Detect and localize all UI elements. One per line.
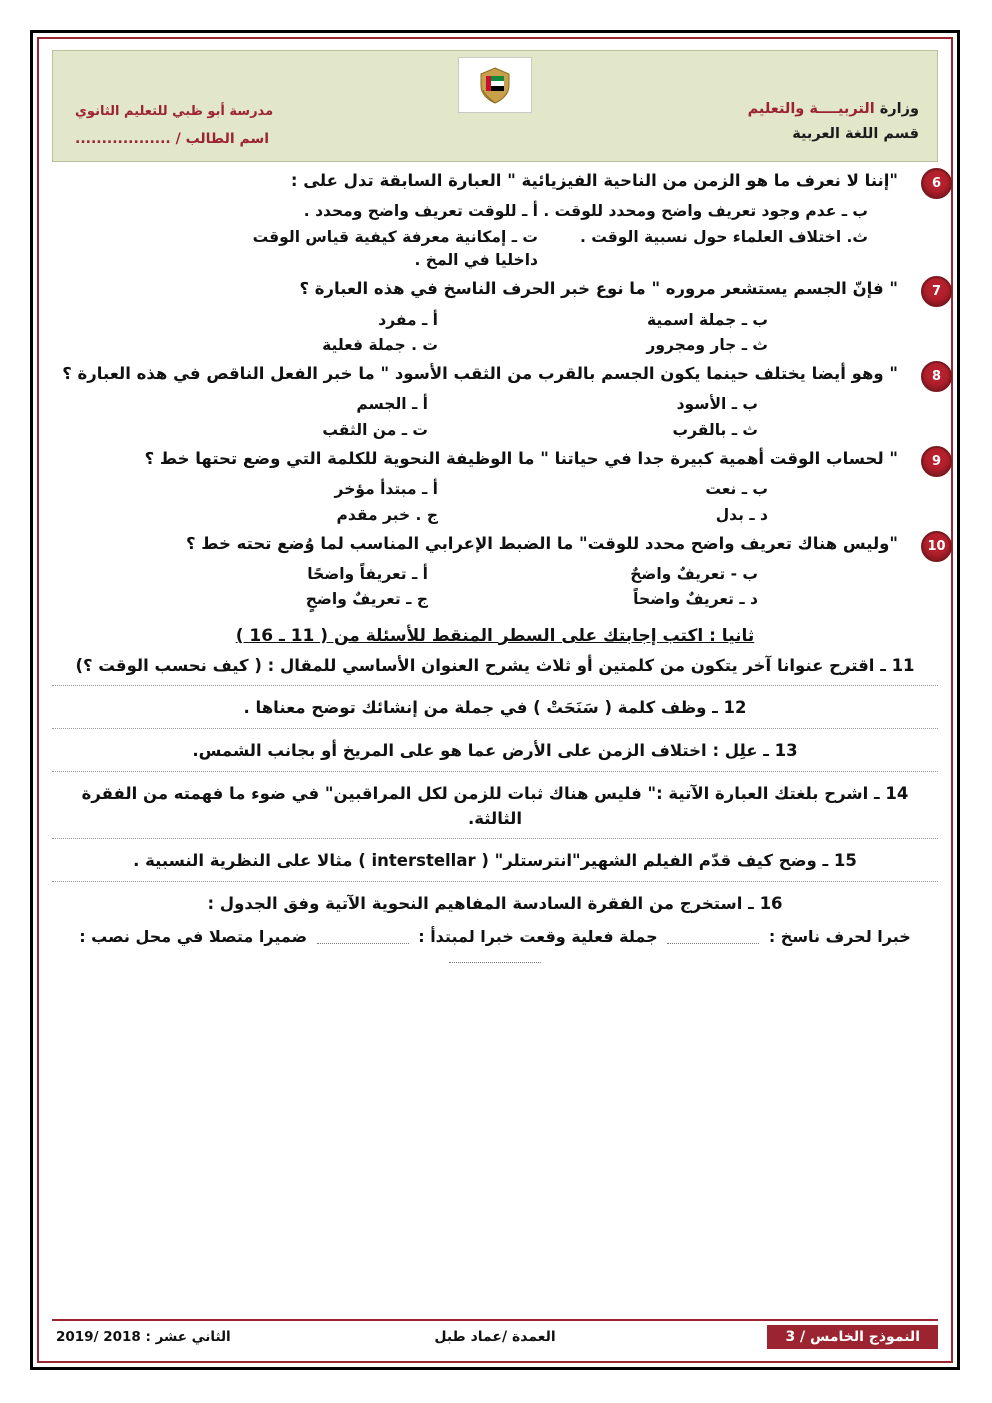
table-cell-3-label: ضميرا متصلا في محل نصب : <box>79 926 308 946</box>
written-question-16: 16 ـ استخرج من الفقرة السادسة المفاهيم النحوية الآتية وفق الجدول : <box>207 894 783 914</box>
option-j[interactable]: ج ـ تعريفٌ واضحٍ <box>305 590 428 609</box>
option-row <box>52 309 938 332</box>
footer-grade-year: الثاني عشر : 2018 /2019 <box>56 1329 231 1345</box>
question-number-badge: 6 <box>921 168 952 199</box>
written-question-14: 14 ـ اشرح بلغتك العبارة الآتية :" فليس هناك ثبات للزمن لكل المراقبين" في ضوء ما فهمته من الفقرة الثالثة. <box>81 783 909 828</box>
option-row <box>52 478 938 501</box>
questions-container <box>52 168 946 965</box>
option-row <box>52 504 938 527</box>
option-a[interactable]: أ ـ الجسم <box>356 395 428 414</box>
page-footer <box>52 1319 938 1355</box>
answer-line[interactable] <box>52 684 938 686</box>
question-text: " لحساب الوقت أهمية كبيرة جدا في حياتنا " ما الوظيفة النحوية للكلمة التي وضع تحتها خط ؟ <box>144 448 898 468</box>
department-name: قسم اللغة العربية <box>792 126 919 143</box>
option-d[interactable]: د ـ تعريفٌ واضحاً <box>633 590 758 609</box>
option-a[interactable]: أ ـ مبتدأ مؤخر <box>334 480 438 499</box>
header-school-block <box>75 99 273 153</box>
table-cell-2-label: جملة فعلية وقعت خبرا لمبتدأ : <box>418 926 658 946</box>
table-cell-2-input[interactable] <box>317 929 409 944</box>
written-question-11: 11 ـ اقترح عنوانا آخر يتكون من كلمتين أو ثلاث يشرح العنوان الأساسي للمقال : ( كيف نحسب الوقت ؟) <box>75 655 915 675</box>
header-ministry-block <box>748 97 919 148</box>
table-cell-1-input[interactable] <box>667 929 759 944</box>
ministry-label: وزارة <box>879 101 919 117</box>
question-9 <box>52 446 942 527</box>
question-number-badge: 10 <box>921 531 952 562</box>
option-th[interactable]: ث ـ جار ومجرور <box>646 335 768 354</box>
written-question-15: 15 ـ وضح كيف قدّم الفيلم الشهير"انترستلر" ( interstellar ) مثالا على النظرية النسبية . <box>133 851 857 871</box>
form-badge: النموذج الخامس / 3 <box>767 1325 938 1349</box>
question-text: " فإنّ الجسم يستشعر مروره " ما نوع خبر الحرف الناسخ في هذه العبارة ؟ <box>299 279 898 299</box>
option-a[interactable]: أ ـ للوقت تعريف واضح ومحدد . <box>303 202 538 221</box>
written-question-12: 12 ـ وظف كلمة ( سَنَحَتْ ) في جملة من إنشائك توضح معناها . <box>243 698 747 718</box>
question-8 <box>52 361 942 442</box>
option-b[interactable]: ب ـ نعت <box>705 480 768 499</box>
option-b[interactable]: ب ـ جملة اسمية <box>646 310 768 329</box>
option-row <box>52 588 938 611</box>
option-a[interactable]: أ ـ مفرد <box>378 310 438 329</box>
option-th[interactable]: ث ـ بالقرب <box>672 420 758 439</box>
question-number-badge: 7 <box>921 276 952 307</box>
option-b[interactable]: ب - تعريفٌ واضحٌ <box>630 565 758 584</box>
question-text: "إننا لا نعرف ما هو الزمن من الناحية الفيزيائية " العبارة السابقة تدل على : <box>290 171 898 190</box>
option-th[interactable]: ث. اختلاف العلماء حول نسبية الوقت . <box>579 227 868 246</box>
option-d[interactable]: د ـ بدل <box>715 505 768 524</box>
answer-line[interactable] <box>52 770 938 772</box>
option-row <box>52 419 938 442</box>
answer-table-row <box>52 927 938 965</box>
question-6 <box>52 168 942 272</box>
question-text: " وهو أيضا يختلف حينما يكون الجسم بالقرب من الثقب الأسود " ما خبر الفعل الناقص في هذه العبارة ؟ <box>62 364 898 384</box>
answer-line[interactable] <box>52 727 938 729</box>
option-row <box>52 563 938 586</box>
option-row <box>52 393 938 416</box>
option-t[interactable]: ت ـ إمكانية معرفة كيفية قياس الوقت داخليا في المخ . <box>252 227 538 269</box>
question-7 <box>52 276 942 357</box>
student-name-field[interactable]: اسم الطالب / .................. <box>75 131 270 147</box>
option-t[interactable]: ت ـ من الثقب <box>322 420 428 439</box>
question-number-badge: 8 <box>921 361 952 392</box>
option-row <box>52 226 938 273</box>
question-number-badge: 9 <box>921 446 952 477</box>
option-t[interactable]: ت . جملة فعلية <box>322 335 438 354</box>
written-question-13: 13 ـ علِل : اختلاف الزمن على الأرض عما هو على المريخ أو بجانب الشمس. <box>192 741 798 761</box>
option-b[interactable]: ب ـ الأسود <box>676 395 758 414</box>
question-10 <box>52 531 946 612</box>
option-row <box>52 334 938 357</box>
section-two-title: ثانيا : اكتب إجابتك على السطر المنقط للأسئلة من ( 11 ـ 16 ) <box>235 625 755 646</box>
ministry-name: التربيــــة والتعليم <box>747 101 875 117</box>
question-text: "وليس هناك تعريف واضح محدد للوقت" ما الضبط الإعرابي المناسب لما وُضع تحته خط ؟ <box>185 533 898 553</box>
uae-emblem-icon <box>458 57 532 113</box>
school-name: مدرسة أبو ظبي للتعليم الثانوي <box>75 104 274 119</box>
answer-line[interactable] <box>52 837 938 839</box>
table-cell-3-input[interactable] <box>449 948 541 963</box>
option-a[interactable]: أ ـ تعريفاً واضحًا <box>307 565 428 584</box>
footer-author: العمدة /عماد طبل <box>434 1329 556 1345</box>
option-row <box>52 200 938 223</box>
answer-line[interactable] <box>52 880 938 882</box>
table-cell-1-label: خبرا لحرف ناسخ : <box>768 926 911 946</box>
page-header <box>52 50 938 162</box>
option-j[interactable]: ج . خبر مقدم <box>336 505 438 524</box>
option-b[interactable]: ب ـ عدم وجود تعريف واضح ومحدد للوقت . <box>543 202 868 221</box>
